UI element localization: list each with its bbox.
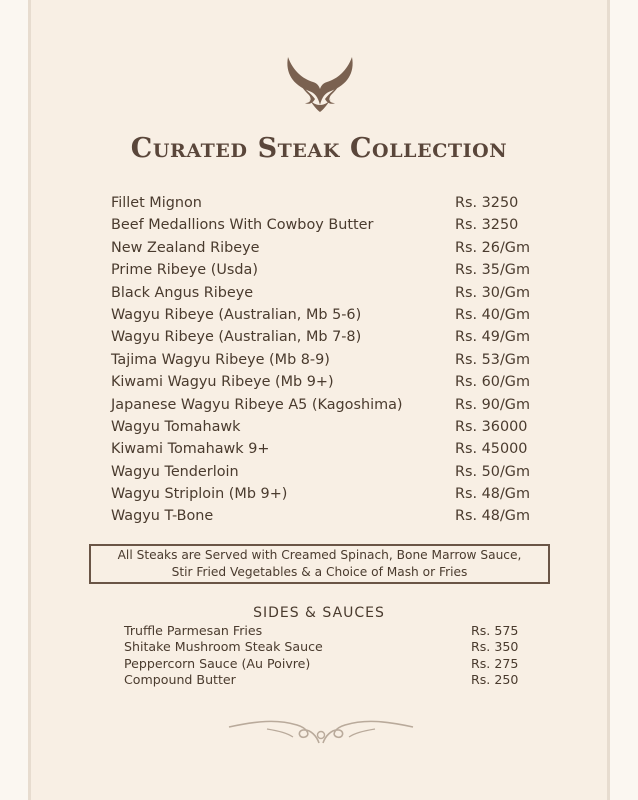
side-item — [124, 639, 524, 655]
steak-item — [111, 461, 541, 483]
steak-name: Fillet Mignon — [111, 195, 202, 211]
steak-name: Wagyu Ribeye (Australian, Mb 7-8) — [111, 329, 362, 346]
steak-item — [111, 304, 541, 326]
side-item — [124, 656, 524, 672]
steak-item — [111, 505, 541, 527]
steak-price: Rs. 26/Gm — [455, 239, 530, 256]
steak-price: Rs. 90/Gm — [455, 396, 530, 413]
steak-name: Kiwami Tomahawk 9+ — [111, 441, 270, 458]
steak-item — [111, 394, 541, 416]
steak-item — [111, 192, 541, 214]
steak-name: Japanese Wagyu Ribeye A5 (Kagoshima) — [111, 396, 403, 413]
steak-item — [111, 416, 541, 438]
steak-item — [111, 259, 541, 281]
page-border-right — [602, 0, 638, 800]
side-name: Peppercorn Sauce (Au Poivre) — [124, 655, 311, 671]
side-price: Rs. 250 — [471, 671, 519, 687]
steak-price: Rs. 30/Gm — [455, 284, 530, 301]
steak-name: New Zealand Ribeye — [111, 239, 260, 256]
steak-price: Rs. 50/Gm — [455, 463, 530, 480]
page-title: Curated Steak Collection — [130, 133, 508, 164]
steak-item — [111, 282, 541, 304]
steak-price: Rs. 40/Gm — [455, 306, 530, 323]
side-name: Compound Butter — [124, 671, 236, 687]
steak-price: Rs. 45000 — [455, 441, 528, 458]
side-price: Rs. 275 — [471, 655, 519, 671]
steak-price: Rs. 48/Gm — [455, 508, 530, 525]
steak-name: Black Angus Ribeye — [111, 284, 254, 301]
page-border-left — [0, 0, 36, 800]
serving-note-line: All Steaks are Served with Creamed Spinach, Bone Marrow Sauce, — [117, 548, 522, 562]
ornamental-flourish-icon — [227, 715, 415, 747]
steak-name: Prime Ribeye (Usda) — [111, 262, 258, 279]
steak-name: Kiwami Wagyu Ribeye (Mb 9+) — [111, 374, 334, 391]
side-item — [124, 672, 524, 688]
bull-horns-icon — [285, 55, 355, 113]
steak-item — [111, 214, 541, 236]
steak-item — [111, 326, 541, 348]
side-price: Rs. 350 — [471, 639, 519, 655]
steak-price: Rs. 60/Gm — [455, 374, 530, 391]
steak-price: Rs. 49/Gm — [455, 329, 530, 346]
steak-item — [111, 438, 541, 460]
side-name: Truffle Parmesan Fries — [124, 623, 263, 638]
steak-item — [111, 371, 541, 393]
steak-name: Wagyu Ribeye (Australian, Mb 5-6) — [111, 306, 362, 323]
steak-price: Rs. 53/Gm — [455, 351, 530, 368]
steak-price: Rs. 3250 — [455, 217, 519, 234]
steak-price: Rs. 48/Gm — [455, 486, 530, 503]
steak-name: Wagyu T-Bone — [111, 508, 214, 525]
serving-note — [89, 544, 550, 584]
steak-item — [111, 483, 541, 505]
steak-name: Wagyu Tomahawk — [111, 418, 241, 435]
sides-list — [124, 623, 524, 688]
steak-price: Rs. 35/Gm — [455, 262, 530, 279]
steak-list — [111, 192, 541, 528]
serving-note-line: Stir Fried Vegetables & a Choice of Mash or Fries — [171, 565, 468, 579]
steak-price: Rs. 36000 — [455, 418, 528, 435]
steak-item — [111, 237, 541, 259]
side-price: Rs. 575 — [471, 623, 519, 638]
steak-name: Beef Medallions With Cowboy Butter — [111, 217, 374, 234]
steak-name: Wagyu Tenderloin — [111, 463, 239, 480]
steak-name: Tajima Wagyu Ribeye (Mb 8-9) — [111, 351, 330, 368]
steak-item — [111, 349, 541, 371]
side-item — [124, 623, 524, 639]
steak-name: Wagyu Striploin (Mb 9+) — [111, 486, 288, 503]
steak-price: Rs. 3250 — [455, 195, 519, 211]
side-name: Shitake Mushroom Steak Sauce — [124, 639, 323, 655]
sides-heading: SIDES & SAUCES — [253, 605, 385, 621]
